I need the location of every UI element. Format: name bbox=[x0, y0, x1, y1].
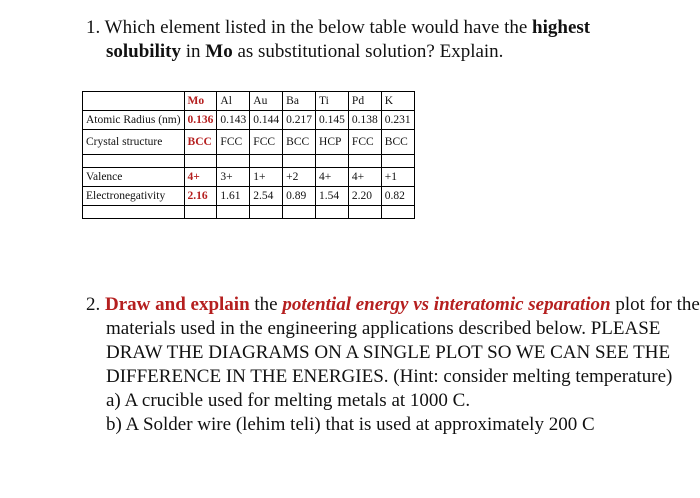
question-2-plot-title: potential energy vs interatomic separation bbox=[282, 294, 611, 315]
table-cell: +1 bbox=[381, 168, 414, 187]
row-label-atomic-radius: Atomic Radius (nm) bbox=[83, 111, 185, 130]
table-cell: 4+ bbox=[348, 168, 381, 187]
table-header-k: K bbox=[381, 92, 414, 111]
question-2-item-a: a) A crucible used for melting metals at 1000 C. bbox=[106, 390, 471, 411]
table-header-mo: Mo bbox=[184, 92, 217, 111]
table-cell: 1.61 bbox=[217, 187, 250, 206]
table-header-au: Au bbox=[250, 92, 283, 111]
table-cell: FCC bbox=[348, 130, 381, 155]
table-cell: 1.54 bbox=[316, 187, 349, 206]
question-2-item-b: b) A Solder wire (lehim teli) that is used at approximately 200 C bbox=[106, 414, 595, 435]
table-cell bbox=[381, 155, 414, 168]
table-cell bbox=[184, 206, 217, 219]
table-row bbox=[83, 111, 415, 130]
row-label-valence: Valence bbox=[83, 168, 185, 187]
table-header-pd: Pd bbox=[348, 92, 381, 111]
table-cell: 3+ bbox=[217, 168, 250, 187]
table-cell: 2.16 bbox=[184, 187, 217, 206]
row-label-electronegativity: Electronegativity bbox=[83, 187, 185, 206]
question-2 bbox=[86, 293, 700, 437]
table-cell: FCC bbox=[217, 130, 250, 155]
table-cell: 2.20 bbox=[348, 187, 381, 206]
table-cell bbox=[381, 206, 414, 219]
table-cell: 0.231 bbox=[381, 111, 414, 130]
table-cell bbox=[83, 155, 185, 168]
table-corner-cell bbox=[83, 92, 185, 111]
question-1-bold-mo: Mo bbox=[205, 41, 233, 62]
table-cell bbox=[184, 155, 217, 168]
table-cell: 0.143 bbox=[217, 111, 250, 130]
table-cell bbox=[250, 206, 283, 219]
table-row bbox=[83, 187, 415, 206]
question-2-text-b: plot for the materials used in the engineering applications described below. PLEASE DRAW THE DIAGRAMS ON A SINGLE PLOT SO WE CAN SEE THE DIFFERENCE IN THE ENERGIES. (Hint: consider melting temperature) bbox=[106, 294, 700, 387]
table-cell bbox=[348, 155, 381, 168]
table-cell bbox=[83, 206, 185, 219]
table-header-row bbox=[83, 92, 415, 111]
question-1-number: 1. bbox=[86, 17, 101, 38]
table-spacer-row bbox=[83, 206, 415, 219]
question-1-text-a: Which element listed in the below table would have the bbox=[104, 17, 528, 38]
question-2-red-draw-explain: Draw and explain bbox=[105, 294, 250, 315]
table-cell: 0.145 bbox=[316, 111, 349, 130]
table-cell: 0.89 bbox=[283, 187, 316, 206]
table-row bbox=[83, 168, 415, 187]
element-properties-table bbox=[82, 91, 415, 219]
table-cell bbox=[316, 206, 349, 219]
table-cell: 0.217 bbox=[283, 111, 316, 130]
table-cell: HCP bbox=[316, 130, 349, 155]
table-cell: +2 bbox=[283, 168, 316, 187]
table-cell bbox=[217, 155, 250, 168]
table-cell: 1+ bbox=[250, 168, 283, 187]
table-cell: 0.82 bbox=[381, 187, 414, 206]
table-row bbox=[83, 130, 415, 155]
table-cell: FCC bbox=[250, 130, 283, 155]
table-cell: 2.54 bbox=[250, 187, 283, 206]
question-1 bbox=[86, 16, 646, 64]
table-cell: 0.144 bbox=[250, 111, 283, 130]
table-header-ba: Ba bbox=[283, 92, 316, 111]
table-cell bbox=[283, 206, 316, 219]
table-cell: BCC bbox=[283, 130, 316, 155]
table-cell: 4+ bbox=[184, 168, 217, 187]
question-1-text-c: as substitutional solution? Explain. bbox=[237, 41, 504, 62]
table-cell: BCC bbox=[381, 130, 414, 155]
table-spacer-row bbox=[83, 155, 415, 168]
table-cell bbox=[283, 155, 316, 168]
table-cell: BCC bbox=[184, 130, 217, 155]
question-1-bold-highest: highest bbox=[532, 17, 591, 38]
table-header-al: Al bbox=[217, 92, 250, 111]
table-header-ti: Ti bbox=[316, 92, 349, 111]
question-2-text-a: the bbox=[254, 294, 278, 315]
question-1-text-b: in bbox=[185, 41, 201, 62]
table-cell bbox=[250, 155, 283, 168]
table-cell: 0.138 bbox=[348, 111, 381, 130]
table-cell bbox=[217, 206, 250, 219]
table-cell: 4+ bbox=[316, 168, 349, 187]
question-2-number: 2. bbox=[86, 294, 101, 315]
table-cell: 0.136 bbox=[184, 111, 217, 130]
table-cell bbox=[316, 155, 349, 168]
row-label-crystal-structure: Crystal structure bbox=[83, 130, 185, 155]
table-cell bbox=[348, 206, 381, 219]
question-1-bold-solubility: solubility bbox=[106, 41, 181, 62]
